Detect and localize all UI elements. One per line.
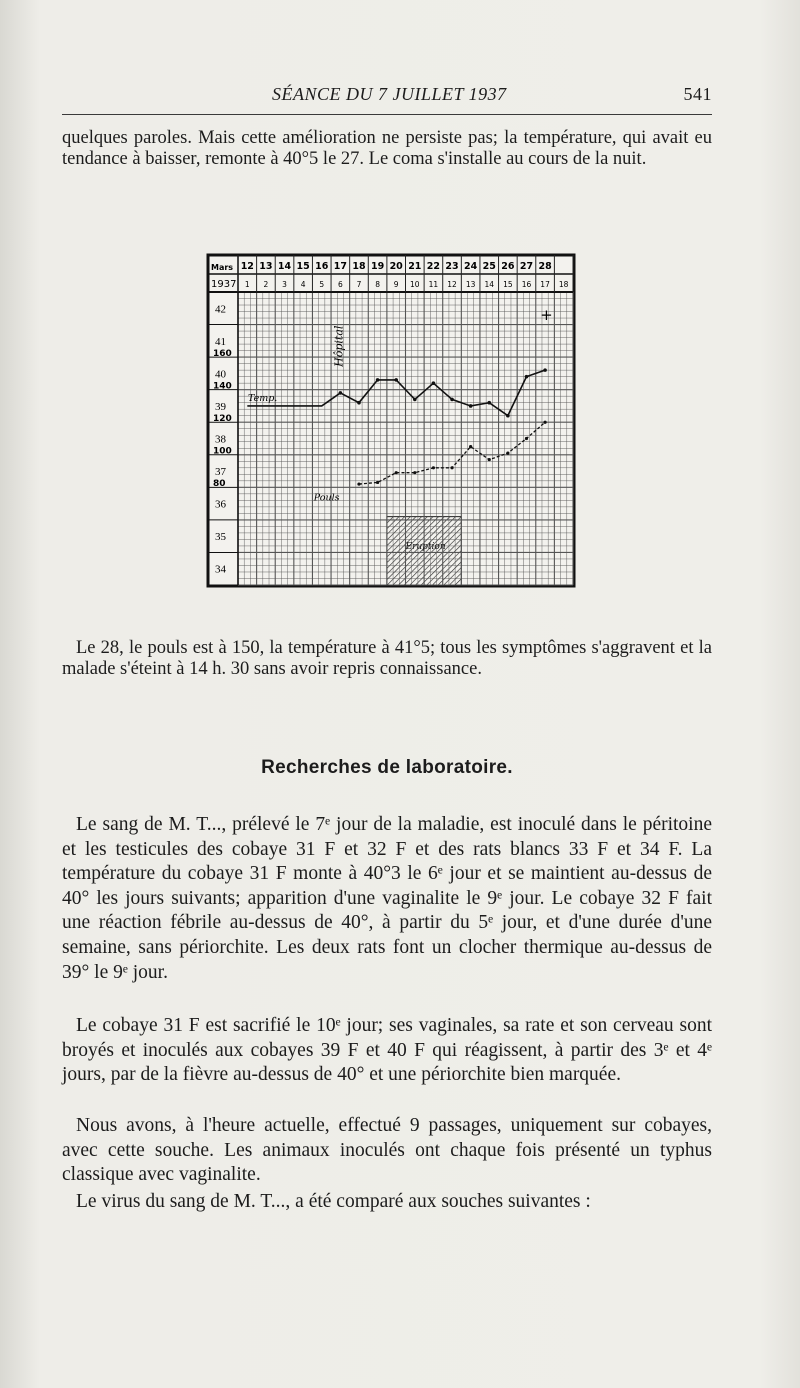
- paragraph-5: Nous avons, à l'heure actuelle, effectué 9 passages, uniquement sur cobayes, avec cette souche. Les animaux inoculés ont chaque fois présenté un typhus classique avec vaginalite.: [62, 1115, 712, 1186]
- temp-tick-label: 38: [215, 433, 226, 446]
- date-label: 13: [259, 261, 273, 272]
- temp-tick-label: 41: [215, 335, 226, 348]
- date-label: 21: [408, 261, 422, 272]
- day-label: 10: [410, 280, 420, 289]
- temp-annotation: Temp.: [248, 393, 278, 405]
- temp-tick-label: 34: [215, 563, 226, 576]
- day-label: 18: [558, 280, 569, 289]
- corner-label-year: 1937: [211, 279, 237, 290]
- date-label: 18: [352, 261, 366, 272]
- paragraph-1: quelques paroles. Mais cette amélioration ne persiste pas; la température, qui avait eu tendance à baisser, remonte à 40°5 le 27. Le coma s'installe au cours de la nuit.: [62, 128, 712, 169]
- temp-tick-label: 36: [215, 498, 226, 511]
- day-label: 9: [393, 280, 399, 289]
- date-label: 28: [538, 261, 552, 272]
- date-label: 20: [389, 261, 403, 272]
- day-label: 8: [375, 280, 380, 289]
- day-label: 6: [337, 280, 343, 289]
- paragraph-6: Le virus du sang de M. T..., a été comparé aux souches suivantes :: [76, 1191, 591, 1212]
- pulse-point: [506, 452, 509, 455]
- pulse-point: [525, 437, 528, 440]
- pulse-point: [357, 482, 360, 485]
- pulse-tick-label: 160: [213, 348, 232, 359]
- temp-tick-label: 35: [215, 531, 226, 544]
- date-label: 23: [445, 261, 459, 272]
- eruption-annotation: Eruption: [405, 542, 446, 553]
- date-label: 12: [240, 261, 254, 272]
- day-label: 13: [465, 280, 476, 289]
- date-label: 19: [370, 261, 385, 272]
- pulse-point: [432, 466, 435, 469]
- pulse-point: [395, 471, 398, 474]
- temp-point: [469, 404, 473, 408]
- temp-point: [506, 414, 510, 418]
- date-label: 22: [426, 261, 441, 272]
- temp-point: [339, 391, 343, 395]
- running-header: [62, 84, 712, 110]
- paragraph-4: Le cobaye 31 F est sacrifié le 10ᵉ jour; ses vaginales, sa rate et son cerveau sont broyés et inoculés aux cobayes 39 F et 40 F qui réagissent, à partir des 3ᵉ et 4ᵉ jours, par de la fièvre au-dessus de 40° et une périorchite bien marquée.: [62, 1015, 712, 1086]
- pulse-tick-label: 100: [213, 446, 232, 457]
- date-label: 27: [519, 261, 534, 272]
- pulse-tick-label: 120: [213, 413, 232, 424]
- corner-label-month: Mars: [211, 263, 234, 272]
- hospital-annotation: Hôpital: [332, 325, 346, 367]
- temp-point: [525, 375, 529, 379]
- day-label: 4: [300, 280, 306, 289]
- day-label: 12: [447, 280, 457, 289]
- day-label: 2: [263, 280, 269, 289]
- temperature-chart: [205, 252, 577, 589]
- temp-point: [543, 368, 547, 372]
- pulse-point: [376, 481, 379, 484]
- running-title: SÉANCE DU 7 JUILLET 1937: [272, 84, 507, 104]
- day-label: 17: [540, 280, 550, 289]
- pulse-point: [413, 471, 416, 474]
- temp-point: [487, 401, 491, 405]
- day-label: 5: [319, 280, 325, 289]
- temp-point: [413, 398, 417, 402]
- date-label: 25: [482, 261, 496, 272]
- temp-tick-label: 42: [215, 303, 226, 316]
- date-label: 16: [315, 261, 329, 272]
- day-label: 3: [282, 280, 287, 289]
- temp-point: [357, 401, 361, 405]
- temp-tick-label: 39: [215, 400, 226, 413]
- day-label: 7: [356, 280, 362, 289]
- section-title: Recherches de laboratoire.: [261, 757, 513, 778]
- temp-tick-label: 40: [215, 368, 226, 381]
- day-label: 1: [244, 280, 250, 289]
- pulse-tick-label: 140: [213, 381, 232, 392]
- paragraph-3: Le sang de M. T..., prélevé le 7ᵉ jour de la maladie, est inoculé dans le péritoine et les testicules des cobaye 31 F et 32 F et des rats blancs 33 F et 34 F. La température du cobaye 31 F monte à 40°3 le 6ᵉ jour et se maintient au-dessus de 40° les jours suivants; apparition d'une vaginalite le 9ᵉ jour. Le cobaye 32 F fait une réaction fébrile au-dessus de 40°, à partir du 5ᵉ jour, et d'une durée d'une semaine, sans périorchite. Les deux rats font un clocher thermique au-dessus de 39° le 9ᵉ jour.: [62, 814, 712, 983]
- temp-point: [394, 378, 398, 382]
- day-label: 15: [503, 280, 513, 289]
- date-label: 15: [296, 261, 310, 272]
- date-label: 17: [333, 261, 347, 272]
- paragraph-2: Le 28, le pouls est à 150, la température à 41°5; tous les symptômes s'aggravent et la malade s'éteint à 14 h. 30 sans avoir repris connaissance.: [62, 638, 712, 679]
- pulse-tick-label: 80: [213, 479, 226, 490]
- date-label: 14: [277, 261, 292, 272]
- date-label: 26: [501, 261, 515, 272]
- day-label: 16: [521, 280, 532, 289]
- pulse-annotation: Pouls: [313, 492, 340, 504]
- header-rule: [62, 114, 712, 115]
- temp-point: [450, 398, 454, 402]
- page-number: 541: [683, 84, 712, 104]
- date-label: 24: [464, 261, 478, 272]
- temp-tick-label: 37: [215, 466, 226, 479]
- temp-point: [432, 381, 436, 385]
- day-label: 11: [428, 280, 439, 289]
- temp-point: [376, 378, 380, 382]
- pulse-point: [450, 466, 453, 469]
- death-cross: +: [540, 305, 553, 324]
- day-label: 14: [484, 280, 495, 289]
- pulse-point: [543, 421, 546, 424]
- pulse-point: [488, 458, 491, 461]
- pulse-point: [469, 445, 472, 448]
